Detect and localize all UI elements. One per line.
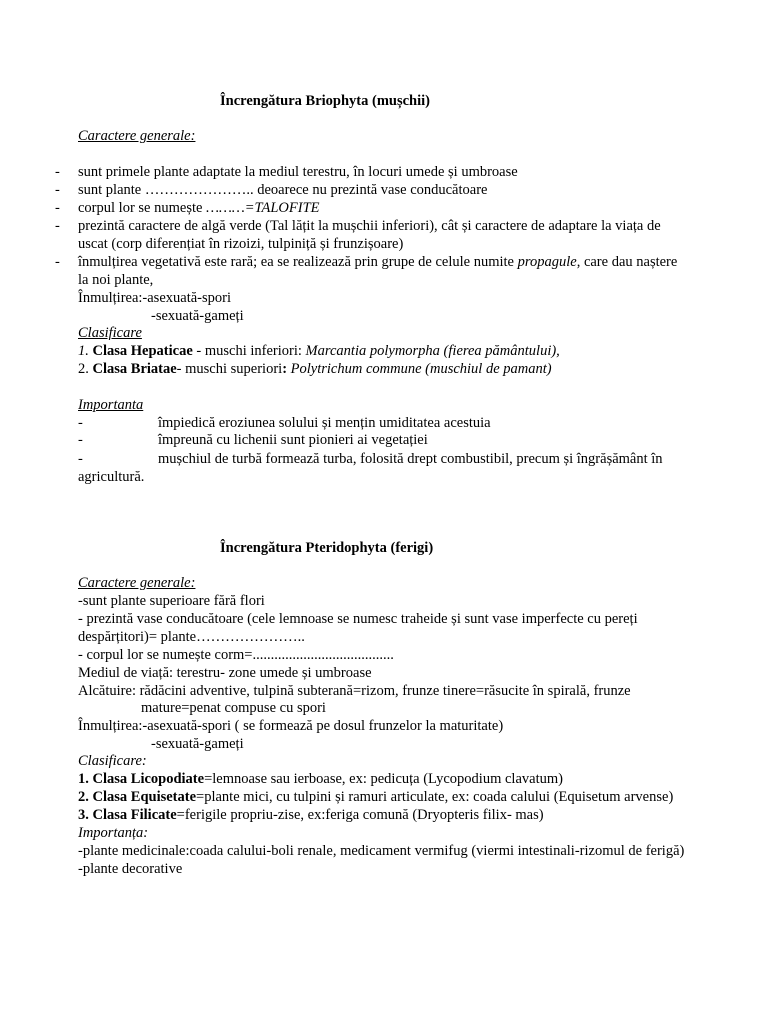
bullet-dash: - (78, 432, 83, 448)
class-colon: : (282, 361, 288, 377)
class-example: Polytrichum commune (muschiul de pamant) (287, 361, 552, 377)
class-name: Clasa Briatae (92, 361, 177, 377)
text-line: Mediul de viață: terestru- zone umede și umbroase (78, 665, 372, 681)
class-desc: =ferigile propriu-zise, ex:feriga comună (Dryopteris filix- mas) (176, 807, 544, 823)
term-talofite: ………=TALOFITE (206, 200, 320, 216)
bullet-dash: - (55, 254, 60, 270)
text-line: -sexuată-gameți (151, 736, 244, 752)
bullet-dash: - (78, 415, 83, 431)
list-item (78, 253, 677, 271)
term-propagule: propagule (517, 254, 577, 270)
importance-item: mușchiul de turbă formează turba, folosită drept combustibil, precum și îngrășământ în (158, 451, 663, 467)
list-item: sunt primele plante adaptate la mediul terestru, în locuri umede și umbroase (78, 164, 518, 180)
caractere-heading: Caractere generale: (78, 128, 196, 144)
importance-item-continuation: agricultură. (78, 469, 145, 485)
class-item (78, 770, 563, 788)
text-line: - corpul lor se numește corm=....................................... (78, 647, 394, 663)
class-item (78, 788, 673, 806)
text-line: mature=penat compuse cu spori (141, 700, 326, 716)
class-desc: - muschi superiori (176, 361, 283, 377)
list-item: prezintă caractere de algă verde (Tal lățit la mușchii inferiori), cât și caractere de adaptare la viața de (78, 218, 661, 234)
bullet-dash: - (55, 218, 60, 234)
class-desc: =plante mici, cu tulpini și ramuri articulate, ex: coada calului (Equisetum arvense) (196, 789, 674, 805)
bullet-dash: - (78, 451, 83, 467)
list-item (78, 199, 320, 217)
class-desc: - muschi inferiori: (192, 343, 306, 359)
caractere-heading: Caractere generale: (78, 575, 196, 591)
class-item (78, 342, 560, 360)
bullet-dash: - (55, 164, 60, 180)
class-name: 1. Clasa Licopodiate (78, 771, 205, 787)
class-number: 1. (78, 343, 89, 359)
text-line: -plante medicinale:coada calului-boli renale, medicament vermifug (viermi intestinali-rizomul de ferigă) (78, 843, 685, 859)
class-name: Clasa Hepaticae (92, 343, 193, 359)
text-line: despărțitori)= plante………………….. (78, 629, 305, 645)
bullet-dash: - (55, 200, 60, 216)
text-line: - prezintă vase conducătoare (cele lemnoase se numesc traheide și sunt vase imperfecte cu pereți (78, 611, 638, 627)
list-item-text: corpul lor se numește (78, 200, 207, 216)
inmultirea-line: Înmulțirea:-asexuată-spori (78, 290, 231, 306)
class-example: Marcantia polymorpha (fierea pământului), (305, 343, 560, 359)
list-item: sunt plante ………………….. deoarece nu prezintă vase conducătoare (78, 182, 488, 198)
bullet-dash: - (55, 182, 60, 198)
importanta-heading: Importanța: (78, 825, 149, 841)
class-desc: =lemnoase sau ierboase, ex: pedicuța (Lycopodium clavatum) (204, 771, 563, 787)
clasificare-heading: Clasificare (78, 325, 142, 341)
importance-item: împiedică eroziunea solului și mențin umiditatea acestuia (158, 415, 491, 431)
text-line: Alcătuire: rădăcini adventive, tulpină subterană=rizom, frunze tinere=răsucite în spirală, frunze (78, 683, 631, 699)
text-line: -sunt plante superioare fără flori (78, 593, 265, 609)
list-item-continuation: la noi plante, (78, 272, 154, 288)
text-line: Înmulțirea:-asexuată-spori ( se formează pe dosul frunzelor la maturitate) (78, 718, 504, 734)
section-title-pteridophyta: Încrengătura Pteridophyta (ferigi) (220, 540, 434, 556)
class-number: 2. (78, 361, 89, 377)
class-name: 3. Clasa Filicate (78, 807, 177, 823)
inmultirea-line: -sexuată-gameți (151, 308, 244, 324)
class-item (78, 360, 552, 378)
list-item-text: înmulțirea vegetativă este rară; ea se realizează prin grupe de celule numite (78, 254, 518, 270)
clasificare-heading: Clasificare: (78, 753, 147, 769)
importanta-heading: Importanta (78, 397, 144, 413)
list-item-text: , care dau naștere (576, 254, 678, 270)
section-title-briophyta: Încrengătura Briophyta (mușchii) (220, 93, 430, 109)
importance-item: împreună cu lichenii sunt pionieri ai vegetației (158, 432, 428, 448)
class-name: 2. Clasa Equisetate (78, 789, 197, 805)
class-item (78, 806, 544, 824)
text-line: -plante decorative (78, 861, 183, 877)
list-item-continuation: uscat (corp diferențiat în rizoizi, tulpiniță și frunzișoare) (78, 236, 404, 252)
